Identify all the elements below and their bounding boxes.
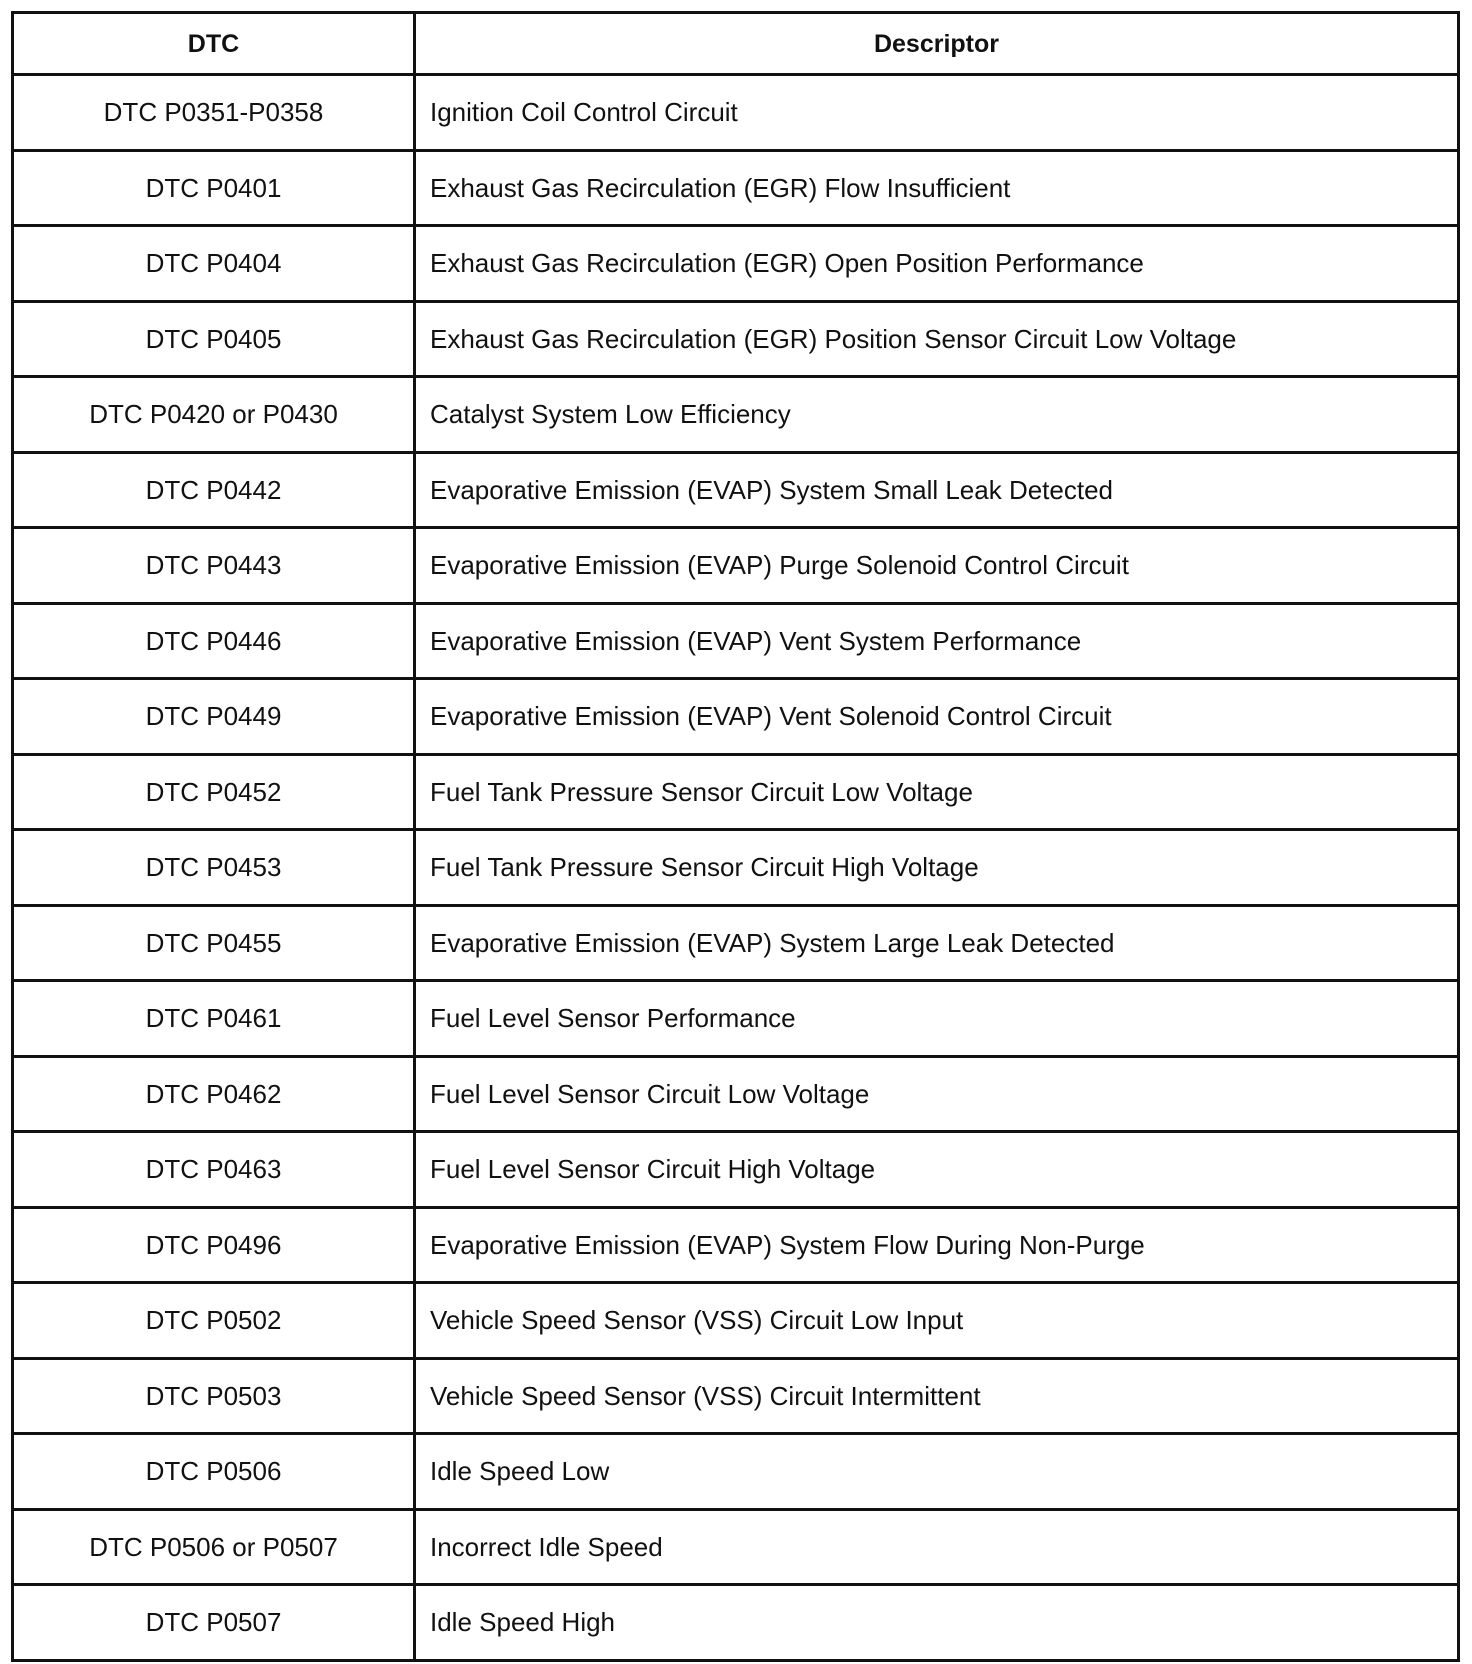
table-row [13, 754, 1459, 830]
table-row [13, 452, 1459, 528]
table-row [13, 528, 1459, 604]
table-row [13, 75, 1459, 151]
dtc-code-cell: DTC P0506 [13, 1434, 415, 1510]
table-row [13, 1283, 1459, 1359]
dtc-code-cell: DTC P0462 [13, 1056, 415, 1132]
dtc-code-cell: DTC P0351-P0358 [13, 75, 415, 151]
descriptor-cell: Evaporative Emission (EVAP) System Flow During Non-Purge [415, 1207, 1459, 1283]
dtc-code-cell: DTC P0452 [13, 754, 415, 830]
descriptor-cell: Fuel Tank Pressure Sensor Circuit High Voltage [415, 830, 1459, 906]
descriptor-cell: Fuel Level Sensor Performance [415, 981, 1459, 1057]
dtc-code-cell: DTC P0496 [13, 1207, 415, 1283]
dtc-code-cell: DTC P0404 [13, 226, 415, 302]
descriptor-cell: Idle Speed High [415, 1585, 1459, 1661]
dtc-code-cell: DTC P0461 [13, 981, 415, 1057]
descriptor-cell: Evaporative Emission (EVAP) Vent System Performance [415, 603, 1459, 679]
column-header-descriptor: Descriptor [415, 13, 1459, 75]
table-row [13, 905, 1459, 981]
dtc-code-cell: DTC P0449 [13, 679, 415, 755]
descriptor-cell: Fuel Level Sensor Circuit High Voltage [415, 1132, 1459, 1208]
dtc-code-cell: DTC P0507 [13, 1585, 415, 1661]
descriptor-cell: Vehicle Speed Sensor (VSS) Circuit Low Input [415, 1283, 1459, 1359]
table-row [13, 377, 1459, 453]
table-row [13, 226, 1459, 302]
descriptor-cell: Catalyst System Low Efficiency [415, 377, 1459, 453]
table-row [13, 1056, 1459, 1132]
dtc-code-cell: DTC P0442 [13, 452, 415, 528]
descriptor-cell: Fuel Tank Pressure Sensor Circuit Low Voltage [415, 754, 1459, 830]
descriptor-cell: Fuel Level Sensor Circuit Low Voltage [415, 1056, 1459, 1132]
descriptor-cell: Vehicle Speed Sensor (VSS) Circuit Intermittent [415, 1358, 1459, 1434]
dtc-code-cell: DTC P0420 or P0430 [13, 377, 415, 453]
table-row [13, 1132, 1459, 1208]
dtc-code-cell: DTC P0503 [13, 1358, 415, 1434]
dtc-code-cell: DTC P0455 [13, 905, 415, 981]
dtc-code-cell: DTC P0502 [13, 1283, 415, 1359]
table-row [13, 679, 1459, 755]
descriptor-cell: Evaporative Emission (EVAP) Purge Solenoid Control Circuit [415, 528, 1459, 604]
descriptor-cell: Exhaust Gas Recirculation (EGR) Open Position Performance [415, 226, 1459, 302]
dtc-code-cell: DTC P0506 or P0507 [13, 1509, 415, 1585]
descriptor-cell: Exhaust Gas Recirculation (EGR) Position Sensor Circuit Low Voltage [415, 301, 1459, 377]
table-row [13, 1358, 1459, 1434]
dtc-code-cell: DTC P0446 [13, 603, 415, 679]
dtc-code-cell: DTC P0401 [13, 150, 415, 226]
table-row [13, 981, 1459, 1057]
table-row [13, 1509, 1459, 1585]
dtc-table [11, 11, 1460, 1662]
table-row [13, 301, 1459, 377]
header-row [13, 13, 1459, 75]
table-header [13, 13, 1459, 75]
table-row [13, 603, 1459, 679]
table-row [13, 150, 1459, 226]
table-row [13, 1585, 1459, 1661]
dtc-code-cell: DTC P0443 [13, 528, 415, 604]
descriptor-cell: Evaporative Emission (EVAP) System Large Leak Detected [415, 905, 1459, 981]
column-header-dtc: DTC [13, 13, 415, 75]
table-body [13, 75, 1459, 1661]
table-row [13, 1434, 1459, 1510]
descriptor-cell: Idle Speed Low [415, 1434, 1459, 1510]
dtc-code-cell: DTC P0453 [13, 830, 415, 906]
table-row [13, 830, 1459, 906]
table-row [13, 1207, 1459, 1283]
descriptor-cell: Evaporative Emission (EVAP) Vent Solenoid Control Circuit [415, 679, 1459, 755]
descriptor-cell: Incorrect Idle Speed [415, 1509, 1459, 1585]
descriptor-cell: Exhaust Gas Recirculation (EGR) Flow Insufficient [415, 150, 1459, 226]
dtc-code-cell: DTC P0405 [13, 301, 415, 377]
descriptor-cell: Evaporative Emission (EVAP) System Small Leak Detected [415, 452, 1459, 528]
descriptor-cell: Ignition Coil Control Circuit [415, 75, 1459, 151]
dtc-code-cell: DTC P0463 [13, 1132, 415, 1208]
